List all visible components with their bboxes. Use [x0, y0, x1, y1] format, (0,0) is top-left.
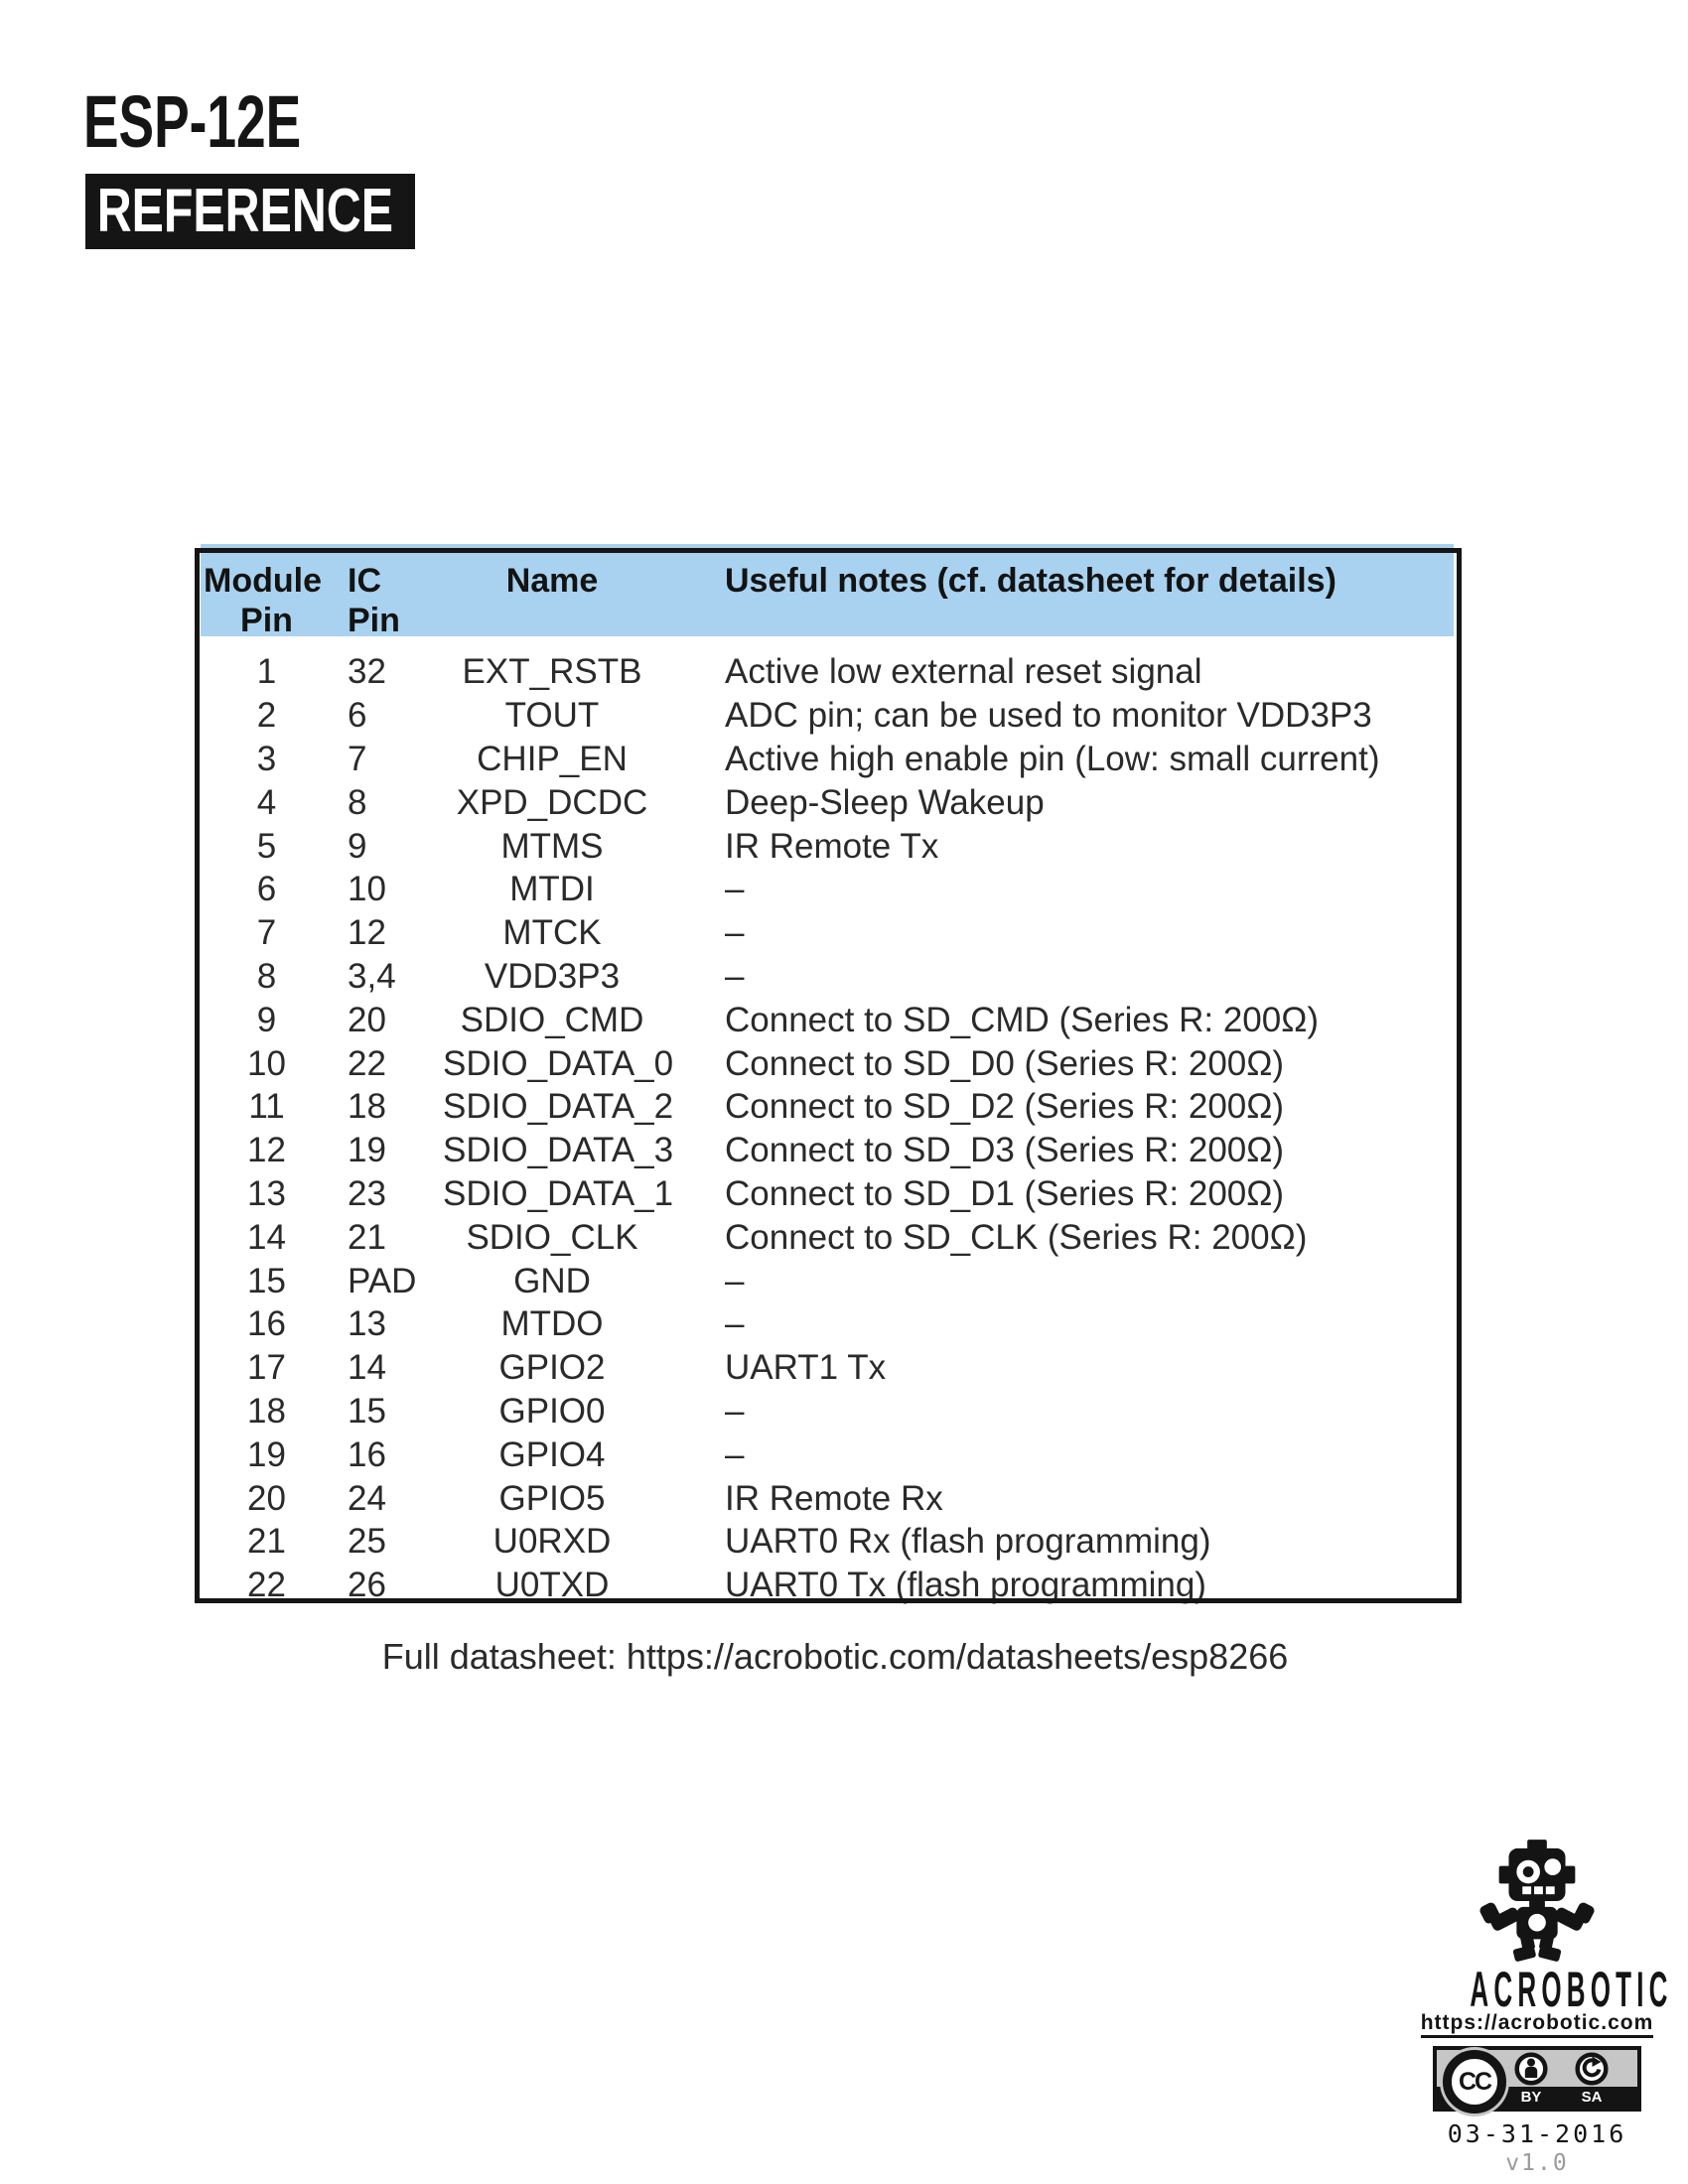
table-row — [200, 911, 1457, 955]
cell-module-pin: 3 — [256, 739, 277, 778]
cell-module-pin: 1 — [256, 652, 277, 692]
cell-notes: Active low external reset signal — [725, 652, 1202, 692]
table-row — [200, 650, 1457, 694]
cell-ic-pin: 24 — [348, 1478, 386, 1518]
table-row — [200, 1433, 1457, 1476]
cell-notes: – — [725, 913, 745, 953]
cell-notes: Connect to SD_CLK (Series R: 200Ω) — [725, 1217, 1308, 1257]
reference-badge-label: REFERENCE — [96, 177, 393, 245]
column-header-module-pin: Module Pin — [204, 562, 322, 639]
cell-ic-pin: 9 — [348, 826, 367, 866]
datasheet-link-line: Full datasheet: https://acrobotic.com/datasheets/esp8266 — [381, 1636, 1289, 1677]
table-row — [200, 694, 1457, 738]
cell-notes: IR Remote Tx — [725, 826, 939, 866]
cell-notes: – — [725, 1391, 745, 1431]
cell-module-pin: 9 — [256, 1000, 277, 1039]
cell-module-pin: 18 — [247, 1391, 286, 1431]
revision-date: 03-31-2016 — [1447, 2119, 1627, 2149]
cell-notes: IR Remote Rx — [725, 1478, 943, 1518]
robot-logo-icon — [1478, 1839, 1596, 1968]
cell-module-pin: 22 — [247, 1566, 286, 1605]
cell-module-pin: 21 — [247, 1522, 286, 1562]
pin-reference-table — [195, 544, 1462, 1608]
cell-name: EXT_RSTB — [462, 652, 642, 692]
cell-module-pin: 14 — [247, 1217, 286, 1257]
cell-name: SDIO_DATA_3 — [443, 1131, 674, 1170]
table-row — [200, 1346, 1457, 1390]
sa-label: SA — [1581, 2089, 1603, 2107]
table-row — [200, 1172, 1457, 1216]
cell-module-pin: 5 — [256, 826, 277, 866]
cell-notes: Active high enable pin (Low: small current) — [725, 739, 1380, 778]
table-row — [200, 824, 1457, 868]
table-row — [200, 1476, 1457, 1520]
cell-name: GPIO5 — [498, 1478, 606, 1518]
column-header-ic-pin: IC Pin — [348, 562, 400, 639]
cell-notes: ADC pin; can be used to monitor VDD3P3 — [725, 696, 1372, 736]
cell-module-pin: 6 — [256, 870, 277, 909]
cell-notes: UART0 Tx (flash programming) — [725, 1566, 1206, 1605]
table-row — [200, 1390, 1457, 1433]
cell-name: SDIO_CMD — [460, 1000, 644, 1039]
table-header-row — [200, 553, 1457, 640]
cell-ic-pin: 14 — [348, 1348, 386, 1388]
cell-ic-pin: 16 — [348, 1434, 386, 1474]
cell-ic-pin: 3,4 — [348, 956, 396, 996]
table-row — [200, 1520, 1457, 1564]
cell-name: GPIO2 — [498, 1348, 606, 1388]
cell-notes: UART1 Tx — [725, 1348, 887, 1388]
cell-name: SDIO_CLK — [466, 1217, 638, 1257]
company-url: https://acrobotic.com — [1421, 2012, 1654, 2038]
cell-notes: Connect to SD_D2 (Series R: 200Ω) — [725, 1087, 1285, 1127]
cell-ic-pin: 15 — [348, 1391, 386, 1431]
cell-ic-pin: 22 — [348, 1043, 386, 1083]
cell-module-pin: 10 — [247, 1043, 286, 1083]
cell-name: MTMS — [500, 826, 604, 866]
cell-ic-pin: 18 — [348, 1087, 386, 1127]
cell-module-pin: 19 — [247, 1434, 286, 1474]
table-row — [200, 1302, 1457, 1346]
column-header-notes: Useful notes (cf. datasheet for details) — [725, 562, 1336, 600]
cell-name: MTCK — [502, 913, 602, 953]
cell-module-pin: 2 — [256, 696, 277, 736]
cell-name: CHIP_EN — [477, 739, 628, 778]
table-row — [200, 738, 1457, 781]
cell-name: GPIO4 — [498, 1434, 606, 1474]
cell-module-pin: 8 — [256, 956, 277, 996]
by-attribution-icon — [1514, 2052, 1548, 2086]
cell-module-pin: 7 — [256, 913, 277, 953]
cell-notes: Deep-Sleep Wakeup — [725, 782, 1045, 822]
table-row — [200, 1041, 1457, 1085]
page-title: ESP-12E — [83, 80, 302, 163]
cell-ic-pin: 20 — [348, 1000, 386, 1039]
cell-notes: Connect to SD_D0 (Series R: 200Ω) — [725, 1043, 1285, 1083]
column-header-name: Name — [505, 562, 599, 600]
cell-module-pin: 4 — [256, 782, 277, 822]
cell-ic-pin: PAD — [348, 1261, 417, 1300]
cell-module-pin: 13 — [247, 1173, 286, 1213]
cell-ic-pin: 25 — [348, 1522, 386, 1562]
cell-module-pin: 16 — [247, 1304, 286, 1344]
table-row — [200, 1085, 1457, 1129]
cell-name: U0TXD — [494, 1566, 610, 1605]
cell-name: TOUT — [504, 696, 600, 736]
cell-name: XPD_DCDC — [456, 782, 648, 822]
cell-name: U0RXD — [492, 1522, 612, 1562]
table-spacer-row — [200, 640, 1457, 650]
cell-name: GND — [513, 1261, 591, 1300]
cell-notes: Connect to SD_CMD (Series R: 200Ω) — [725, 1000, 1320, 1039]
cell-notes: UART0 Rx (flash programming) — [725, 1522, 1211, 1562]
cell-name: SDIO_DATA_2 — [443, 1087, 674, 1127]
cell-module-pin: 15 — [247, 1261, 286, 1300]
table-row — [200, 1259, 1457, 1302]
table-row — [200, 1215, 1457, 1259]
cell-ic-pin: 12 — [348, 913, 386, 953]
cell-ic-pin: 26 — [348, 1566, 386, 1605]
cell-name: GPIO0 — [498, 1391, 606, 1431]
table-row — [200, 780, 1457, 824]
cell-name: MTDI — [509, 870, 595, 909]
cell-ic-pin: 6 — [348, 696, 367, 736]
cell-notes: – — [725, 1434, 745, 1474]
cell-ic-pin: 21 — [348, 1217, 386, 1257]
cell-notes: Connect to SD_D1 (Series R: 200Ω) — [725, 1173, 1285, 1213]
cell-module-pin: 20 — [247, 1478, 286, 1518]
company-name: ACROBOTIC — [1470, 1962, 1673, 2017]
cell-ic-pin: 19 — [348, 1131, 386, 1170]
cell-notes: – — [725, 956, 745, 996]
cell-notes: – — [725, 870, 745, 909]
cell-ic-pin: 32 — [348, 652, 386, 692]
cell-name: VDD3P3 — [484, 956, 621, 996]
cell-module-pin: 17 — [247, 1348, 286, 1388]
version-label: v1.0 — [1505, 2150, 1569, 2177]
reference-badge — [85, 174, 415, 249]
cell-ic-pin: 23 — [348, 1173, 386, 1213]
branding-block — [1398, 1839, 1676, 2176]
cell-name: SDIO_DATA_0 — [443, 1043, 674, 1083]
cell-name: MTDO — [500, 1304, 604, 1344]
cell-ic-pin: 7 — [348, 739, 367, 778]
cc-license-badge — [1433, 2046, 1641, 2112]
pin-table — [200, 553, 1457, 1607]
table-row — [200, 998, 1457, 1041]
sa-sharealike-icon — [1575, 2052, 1609, 2086]
cc-icon: CC — [1443, 2050, 1506, 2114]
cell-name: SDIO_DATA_1 — [443, 1173, 674, 1213]
by-label: BY — [1520, 2089, 1542, 2107]
table-row — [200, 1564, 1457, 1607]
cell-ic-pin: 8 — [348, 782, 367, 822]
cell-ic-pin: 10 — [348, 870, 386, 909]
cell-notes: Connect to SD_D3 (Series R: 200Ω) — [725, 1131, 1285, 1170]
table-row — [200, 1129, 1457, 1172]
cell-module-pin: 11 — [248, 1087, 285, 1127]
cell-module-pin: 12 — [247, 1131, 286, 1170]
table-row — [200, 955, 1457, 999]
cell-notes: – — [725, 1304, 745, 1344]
cell-ic-pin: 13 — [348, 1304, 386, 1344]
table-row — [200, 868, 1457, 911]
cell-notes: – — [725, 1261, 745, 1300]
